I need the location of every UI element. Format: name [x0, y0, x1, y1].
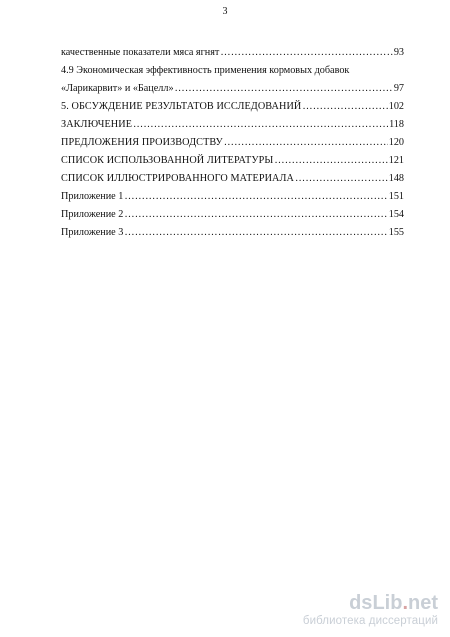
toc-entry-title: 5. ОБСУЖДЕНИЕ РЕЗУЛЬТАТОВ ИССЛЕДОВАНИЙ	[61, 101, 302, 112]
toc-entry	[61, 152, 404, 170]
dslib-watermark	[303, 593, 438, 627]
toc-entry-title: «Ларикарвит» и «Бацелл»	[61, 83, 174, 94]
page-number: 3	[222, 6, 228, 17]
toc-entry	[61, 80, 404, 98]
toc-entry-title: Приложение 1	[61, 191, 124, 202]
toc-entry-page: 97	[393, 83, 404, 94]
toc-entry-page: 102	[388, 101, 404, 112]
toc-entry-page: 118	[389, 119, 404, 130]
toc-leader-dots	[274, 152, 387, 170]
toc-entry-page: 155	[388, 227, 404, 238]
toc-entry	[61, 62, 404, 80]
logo-part: .	[402, 592, 408, 614]
toc-entry-page: 154	[388, 209, 404, 220]
toc-entry	[61, 206, 404, 224]
toc-entry	[61, 170, 404, 188]
toc-entry-page: 120	[388, 137, 404, 148]
toc-entry	[61, 44, 404, 62]
dslib-logo	[303, 593, 438, 613]
toc-leader-dots	[302, 98, 387, 116]
toc-entry-title: СПИСОК ИСПОЛЬЗОВАННОЙ ЛИТЕРАТУРЫ	[61, 155, 274, 166]
toc-leader-dots	[295, 170, 388, 188]
toc-leader-dots	[220, 44, 392, 62]
toc-leader-dots	[124, 206, 387, 224]
logo-part: Lib	[372, 592, 403, 614]
toc-leader-dots	[124, 224, 387, 242]
toc-entry-title: ПРЕДЛОЖЕНИЯ ПРОИЗВОДСТВУ	[61, 137, 223, 148]
toc-entry	[61, 98, 404, 116]
toc-entry	[61, 224, 404, 242]
toc-entry-title: Приложение 2	[61, 209, 124, 220]
toc-leader-dots	[224, 134, 388, 152]
toc-leader-dots	[175, 80, 393, 98]
toc-entry	[61, 188, 404, 206]
toc-entry-title: ЗАКЛЮЧЕНИЕ	[61, 119, 133, 130]
table-of-contents	[61, 44, 404, 242]
watermark-tagline: библиотека диссертаций	[302, 615, 438, 627]
toc-entry-page: 121	[388, 155, 404, 166]
logo-part: net	[408, 592, 438, 614]
toc-entry-page: 93	[393, 47, 404, 58]
toc-entry-title: качественные показатели мяса ягнят	[61, 47, 220, 58]
toc-entry-title: СПИСОК ИЛЛЮСТРИРОВАННОГО МАТЕРИАЛА	[61, 173, 294, 184]
toc-entry-page: 148	[388, 173, 404, 184]
toc-leader-dots	[124, 188, 387, 206]
toc-entry-title: 4.9 Экономическая эффективность применения кормовых добавок	[61, 65, 350, 76]
toc-leader-dots	[133, 116, 388, 134]
toc-entry-page: 151	[388, 191, 404, 202]
toc-entry	[61, 116, 404, 134]
toc-entry	[61, 134, 404, 152]
toc-entry-title: Приложение 3	[61, 227, 124, 238]
logo-part: ds	[349, 592, 373, 614]
